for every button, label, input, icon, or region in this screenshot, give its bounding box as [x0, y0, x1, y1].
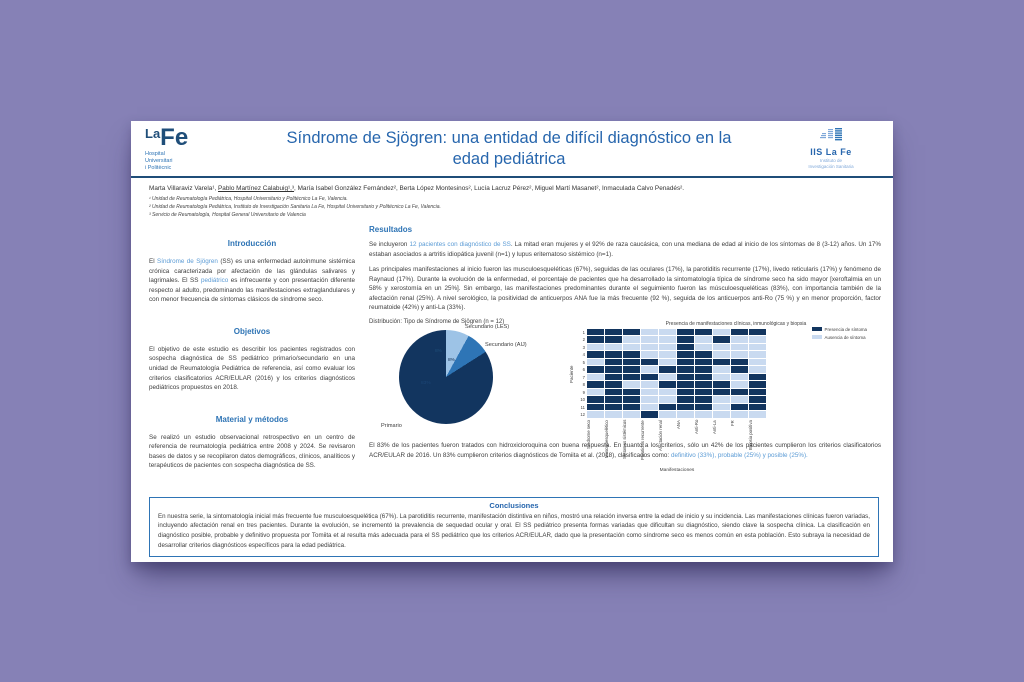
- affiliation-3: ³ Servicio de Reumatología, Hospital General Universitario de Valencia: [149, 212, 306, 218]
- heatmap-cell: [713, 351, 730, 358]
- heatmap-cell: [713, 404, 730, 411]
- heatmap-cell: [713, 396, 730, 403]
- heatmap-cell: [749, 366, 766, 373]
- heatmap-cell: [659, 329, 676, 336]
- heatmap-cell: [587, 404, 604, 411]
- heatmap-column-label: Síndrome seco: [586, 419, 591, 449]
- heatmap-cell: [713, 359, 730, 366]
- heatmap-cell: [587, 411, 604, 418]
- res-p3-a: El 83% de los pacientes fueron tratados con hidroxicloroquina con buena respuesta. En cuanto a los criterios, sólo un 42% de los pacientes cumplieron los criterios clasificatorios ACR/EULAR de 2016. Un 83% cumplieron criterios diagnósticos de Tomiita et al. (2018), clasificados como:: [369, 441, 881, 459]
- lafe-hospital-logo: [145, 126, 237, 172]
- heatmap-cell: [605, 404, 622, 411]
- heatmap-row-label: 6: [582, 367, 585, 373]
- heatmap-cell: [695, 329, 712, 336]
- heatmap-cell: [623, 329, 640, 336]
- heatmap-row-labels: [577, 329, 587, 473]
- heatmap-cell: [713, 411, 730, 418]
- section-objetivos: [149, 327, 355, 393]
- pie-chart: [369, 319, 569, 441]
- heatmap-cell: [623, 359, 640, 366]
- heatmap-cell: [731, 404, 748, 411]
- legend-label-presencia: Presencia de síntoma: [824, 326, 867, 332]
- heatmap-row-label: 12: [580, 412, 585, 418]
- heatmap-cell: [731, 396, 748, 403]
- heatmap-cell: [659, 366, 676, 373]
- heatmap-row-label: 4: [582, 352, 585, 358]
- heatmap-cell: [731, 411, 748, 418]
- heatmap-cell: [677, 351, 694, 358]
- introduccion-text: [149, 257, 355, 305]
- heatmap-cell: [749, 336, 766, 343]
- heatmap-cell: [659, 359, 676, 366]
- intro-part-b: Síndrome de Sjögren: [157, 258, 218, 265]
- authors-pre: Marta Villaraviz Varela¹,: [149, 185, 219, 192]
- heatmap-cell: [677, 374, 694, 381]
- heatmap-cell: [677, 411, 694, 418]
- heatmap-cell: [749, 344, 766, 351]
- heatmap-cell: [623, 389, 640, 396]
- heatmap-cell: [587, 389, 604, 396]
- building-icon: [818, 128, 844, 143]
- heatmap-cell: [605, 351, 622, 358]
- heatmap-column-label: FR: [730, 419, 735, 426]
- intro-part-a: El: [149, 258, 158, 265]
- section-metodos: [149, 415, 355, 471]
- heatmap-column-label: ANA: [676, 419, 681, 429]
- heatmap-cell: [659, 336, 676, 343]
- heatmap-cell: [641, 396, 658, 403]
- heatmap-cell: [587, 336, 604, 343]
- heatmap-cell: [749, 351, 766, 358]
- legend-item-presencia: [812, 327, 867, 332]
- heatmap-cell: [749, 389, 766, 396]
- conclusiones-heading: Conclusiones: [489, 500, 539, 510]
- heatmap-cell: [677, 359, 694, 366]
- intro-part-e: es infrecuente y con presentación diferente respecto al adulto, predominando las manifestaciones extraglandulares y con menor frecuencia de síntomas clásicos de síndrome seco.: [149, 277, 355, 304]
- legend-label-ausencia: Ausencia de síntoma: [824, 334, 866, 340]
- heatmap-cell: [695, 381, 712, 388]
- heatmap-cell: [641, 374, 658, 381]
- heatmap-cell: [713, 344, 730, 351]
- res-p1-c: . La mitad eran mujeres y el 92% de raza caucásica, con una mediana de edad al inicio de los síntomas de 8 (3-12) años. Un 17% estaban asociados a artritis idiopática juvenil (n=1) y lupus eritematoso sistémico (n=1).: [369, 241, 881, 258]
- heatmap-cell: [731, 381, 748, 388]
- heatmap-cell: [713, 374, 730, 381]
- heatmap-cell: [641, 381, 658, 388]
- heatmap-cell: [677, 404, 694, 411]
- authors-post: , María Isabel González Fernández², Berta López Montesinos², Lucía Lacruz Pérez², Miguel Martí Masanet², Inmaculada Calvo Penadés².: [294, 185, 685, 192]
- heatmap-cell: [713, 336, 730, 343]
- heatmap-cell: [605, 374, 622, 381]
- heatmap-cell: [713, 389, 730, 396]
- heatmap-cell: [695, 351, 712, 358]
- heatmap-plot: [569, 326, 881, 473]
- heatmap-cell: [731, 336, 748, 343]
- res-p1-a: Se incluyeron: [369, 241, 410, 248]
- heatmap-cell: [659, 344, 676, 351]
- heatmap-row-label: 7: [582, 374, 585, 380]
- heatmap-cell: [587, 329, 604, 336]
- authors-line: [131, 178, 893, 193]
- heatmap-title: Presencia de manifestaciones clínicas, inmunológicas y biopsia: [665, 320, 807, 327]
- heatmap-cell: [695, 411, 712, 418]
- heatmap-cell: [659, 404, 676, 411]
- heatmap-cell: [749, 381, 766, 388]
- heatmap-cell: [659, 374, 676, 381]
- objetivos-heading: Objetivos: [233, 326, 271, 336]
- heatmap-cell: [587, 381, 604, 388]
- heatmap-cell: [623, 336, 640, 343]
- heatmap-column-label: Parotiditis recurrente: [640, 419, 645, 460]
- objetivos-text: El objetivo de este estudio es describir los pacientes registrados con sospecha diagnóstica de SS pediátrico primario/secundario en una unidad de Reumatología Pediátrica de referencia, así como evaluar los criterios clasificatorios ACR/EULAR (2016) y los criterios diagnósticos pediátricos propuestos en 2018.: [149, 345, 355, 392]
- heatmap-cell: [605, 389, 622, 396]
- heatmap-cell: [659, 351, 676, 358]
- heatmap-cell: [659, 389, 676, 396]
- pie-pct-les: 8%: [435, 348, 442, 354]
- heatmap-cell: [587, 359, 604, 366]
- heatmap-cell: [641, 344, 658, 351]
- heatmap-cell: [623, 366, 640, 373]
- heatmap-cell: [641, 366, 658, 373]
- heatmap-row-label: 5: [582, 359, 585, 365]
- authors-presenting: Pablo Martínez Calabuig¹,³: [218, 185, 295, 192]
- heatmap-row-label: 8: [582, 382, 585, 388]
- heatmap-cell: [605, 396, 622, 403]
- heatmap-cell: [623, 381, 640, 388]
- heatmap-cell: [677, 336, 694, 343]
- heatmap-cell: [749, 329, 766, 336]
- heatmap-cell: [623, 396, 640, 403]
- resultados-heading: Resultados: [369, 225, 413, 234]
- heatmap-cell: [695, 389, 712, 396]
- heatmap-cell: [623, 344, 640, 351]
- heatmap-column-label: Afectación renal: [658, 419, 663, 451]
- poster: [131, 121, 893, 562]
- conclusiones-text: En nuestra serie, la sintomatología inicial más frecuente fue musculoesquelética (67%). La parotiditis recurrente, manifestación distintiva en niños, mostró una relación inversa entre la edad de inicio y su incidencia. Las manifestaciones clínicas fueron variadas, incluyendo afectación renal en tres pacientes. Durante la evolución, se incrementó la prevalencia de sequedad ocular y oral. El SS pediátrico presenta formas variadas que dificultan su diagnóstico, siendo clave la sospecha clínica. La clasificación en diagnóstico posible, probable y definitivo propuesta por Tomiita et al resulta más adecuada para el SS pediátrico que los criterios ACR/EULAR, dado que la presentación como síndrome seco es menos común en esta población. Esto subraya la necesidad de desarrollar criterios diagnósticos específicos para la edad pediátrica.: [158, 512, 870, 549]
- lafe-sub-line2: Universitari: [145, 158, 173, 165]
- heatmap-row-label: 2: [582, 337, 585, 343]
- heatmap-cell: [695, 359, 712, 366]
- intro-part-c: (SS) es una enfermedad autoinmune sistémica crónica caracterizada por afectación de las glándulas salivares y lagrimales. El SS: [149, 258, 355, 285]
- pie-circle: [399, 330, 493, 424]
- lafe-fe: Fe: [160, 124, 189, 152]
- heatmap-cell: [623, 351, 640, 358]
- heatmap-cell: [641, 329, 658, 336]
- iis-sub-line1: Instituto de: [819, 157, 842, 163]
- heatmap-cell: [749, 374, 766, 381]
- heatmap-row-label: 11: [580, 404, 585, 410]
- heatmap-cell: [605, 359, 622, 366]
- heatmap-xlabel: Manifestaciones: [659, 467, 695, 473]
- heatmap-cell: [677, 396, 694, 403]
- heatmap-cell: [677, 389, 694, 396]
- intro-part-d: pediátrico: [200, 277, 229, 285]
- heatmap-cell: [713, 329, 730, 336]
- heatmap-cell: [659, 411, 676, 418]
- heatmap-row-label: 1: [582, 329, 585, 335]
- section-introduccion: [149, 239, 355, 305]
- heatmap-cell: [677, 366, 694, 373]
- pie-label-primario: Primario: [381, 422, 402, 429]
- heatmap-cell: [641, 404, 658, 411]
- heatmap-cell: [587, 374, 604, 381]
- pie-label-secundario-aij: Secundario (AIJ): [485, 341, 527, 348]
- heatmap-cell: [641, 389, 658, 396]
- heatmap-cell: [677, 329, 694, 336]
- heatmap-cell: [587, 344, 604, 351]
- heatmap-column-label: Síntomas sistémicos: [622, 419, 627, 460]
- heatmap-cell: [605, 411, 622, 418]
- heatmap-cell: [623, 404, 640, 411]
- heatmap-cell: [695, 374, 712, 381]
- heatmap-grid: [587, 329, 767, 418]
- resultados-p2: Las principales manifestaciones al inicio fueron las musculoesqueléticas (67%), seguidas de las oculares (17%), la parotiditis recurrente (17%), livedo reticularis (17%) y fenómeno de Raynaud (17%). Durante la evolución de la enfermedad, el porcentaje de pacientes que ha desarrollado la sintomatología típica de síndrome seco ha sido mayor [xeroftalmia en un 58% y xerostomía en un 25%]. Sin embargo, las manifestaciones predominantes durante el seguimiento fueron las músculoesqueléticas (83%), con importancia también de la afectación renal (25%). A nivel serológico, la positividad de anticuerpos ANA fue la más frecuente (92 %), seguida de los anticuerpos anti-Ro (75 %) y en menor proporción, factor reumatoide (42%) y anti-La (33%).: [369, 266, 881, 312]
- pie-chart-title: Distribución: Tipo de Síndrome de Sjögren (n = 12): [369, 318, 505, 325]
- res-p3-b: definitivo (33%), probable (25%) y posible (25%).: [670, 451, 808, 459]
- heatmap-row-label: 3: [582, 344, 585, 350]
- heatmap-cell: [587, 351, 604, 358]
- affiliations: [131, 193, 893, 219]
- pie-chart-area: [369, 325, 569, 433]
- heatmap-cell: [677, 381, 694, 388]
- heatmap-cell: [731, 351, 748, 358]
- heatmap-cell: [731, 359, 748, 366]
- legend-item-ausencia: [812, 335, 867, 340]
- heatmap-column-label: Biopsia positiva: [748, 419, 753, 450]
- heatmap-grid-block: [587, 329, 767, 473]
- lafe-wordmark: [145, 126, 237, 150]
- heatmap-cell: [641, 411, 658, 418]
- heatmap-cell: [695, 336, 712, 343]
- heatmap-cell: [731, 374, 748, 381]
- pie-label-secundario-les: Secundario (LES): [465, 323, 510, 330]
- poster-header: [131, 121, 893, 178]
- heatmap-legend: [812, 327, 867, 343]
- heatmap-cell: [695, 366, 712, 373]
- heatmap-cell: [623, 374, 640, 381]
- heatmap-cell: [749, 359, 766, 366]
- lafe-sub-line3: i Politècnic: [145, 164, 172, 171]
- heatmap-cell: [641, 359, 658, 366]
- heatmap-column-labels: [587, 420, 767, 466]
- heatmap-cell: [605, 366, 622, 373]
- heatmap-cell: [695, 404, 712, 411]
- lafe-la: La: [145, 126, 161, 142]
- heatmap-cell: [695, 344, 712, 351]
- heatmap-cell: [605, 329, 622, 336]
- heatmap-cell: [587, 396, 604, 403]
- heatmap-cell: [749, 411, 766, 418]
- heatmap-cell: [605, 336, 622, 343]
- heatmap-cell: [749, 404, 766, 411]
- heatmap-cell: [605, 344, 622, 351]
- resultados-p1: [369, 240, 881, 259]
- heatmap-cell: [623, 411, 640, 418]
- heatmap-cell: [677, 344, 694, 351]
- iis-lafe-logo: [781, 128, 881, 169]
- legend-swatch-ausencia: [812, 335, 822, 339]
- heatmap-cell: [731, 344, 748, 351]
- conclusiones-box: [149, 497, 879, 557]
- affiliation-1: ¹ Unidad de Reumatología Pediátrica, Hospital Universitario y Politécnico La Fe, Valencia.: [149, 196, 348, 202]
- heatmap-row-label: 10: [580, 397, 585, 403]
- heatmap-cell: [713, 366, 730, 373]
- heatmap-cell: [605, 381, 622, 388]
- iis-lafe-name: IIS La Fe: [810, 147, 852, 157]
- legend-swatch-presencia: [812, 327, 822, 331]
- right-column: [369, 221, 881, 493]
- heatmap-cell: [749, 396, 766, 403]
- pie-pct-aij: 8%: [448, 357, 455, 363]
- heatmap-cell: [695, 396, 712, 403]
- lafe-sub-line1: Hospital: [145, 151, 165, 158]
- heatmap-column-label: Anti-La: [712, 419, 717, 434]
- heatmap-row-label: 9: [582, 389, 585, 395]
- poster-body: [131, 219, 893, 495]
- heatmap-cell: [713, 381, 730, 388]
- heatmap-cell: [731, 366, 748, 373]
- metodos-text: Se realizó un estudio observacional retrospectivo en un centro de referencia de reumatología pediátrica entre 2008 y 2024. Se revisaron bases de datos y se recopilaron datos demográficos, clínicos, analíticos y terapéuticos de pacientes con sospecha diagnóstica de SS.: [149, 433, 355, 470]
- res-p1-b: 12 pacientes con diagnóstico de SS: [409, 241, 511, 248]
- heatmap-cell: [641, 336, 658, 343]
- iis-sub-line2: Investigación Sanitaria: [808, 163, 854, 169]
- heatmap-cell: [731, 389, 748, 396]
- iis-lafe-sub: [781, 158, 881, 170]
- left-column: [149, 221, 355, 493]
- heatmap-cell: [641, 351, 658, 358]
- pie-pct-primario: 83%: [421, 380, 431, 386]
- heatmap-cell: [659, 381, 676, 388]
- metodos-heading: Material y métodos: [215, 414, 289, 424]
- introduccion-heading: Introducción: [227, 239, 277, 248]
- heatmap-column-label: Anti-Ro: [694, 419, 699, 435]
- lafe-subtitle: [145, 151, 237, 172]
- heatmap-cell: [659, 396, 676, 403]
- heatmap-column-label: Musculoesquelético: [604, 419, 609, 458]
- heatmap-cell: [731, 329, 748, 336]
- affiliation-2: ² Unidad de Reumatología Pediátrica, Instituto de Investigación Sanitaria La Fe, Hospital Universitario y Politécnico La Fe, Valencia.: [149, 204, 441, 210]
- heatmap-ylabel: Paciente: [569, 365, 574, 383]
- heatmap-cell: [587, 366, 604, 373]
- poster-title: Síndrome de Sjögren: una entidad de difícil diagnóstico en la edad pediátrica: [286, 128, 732, 168]
